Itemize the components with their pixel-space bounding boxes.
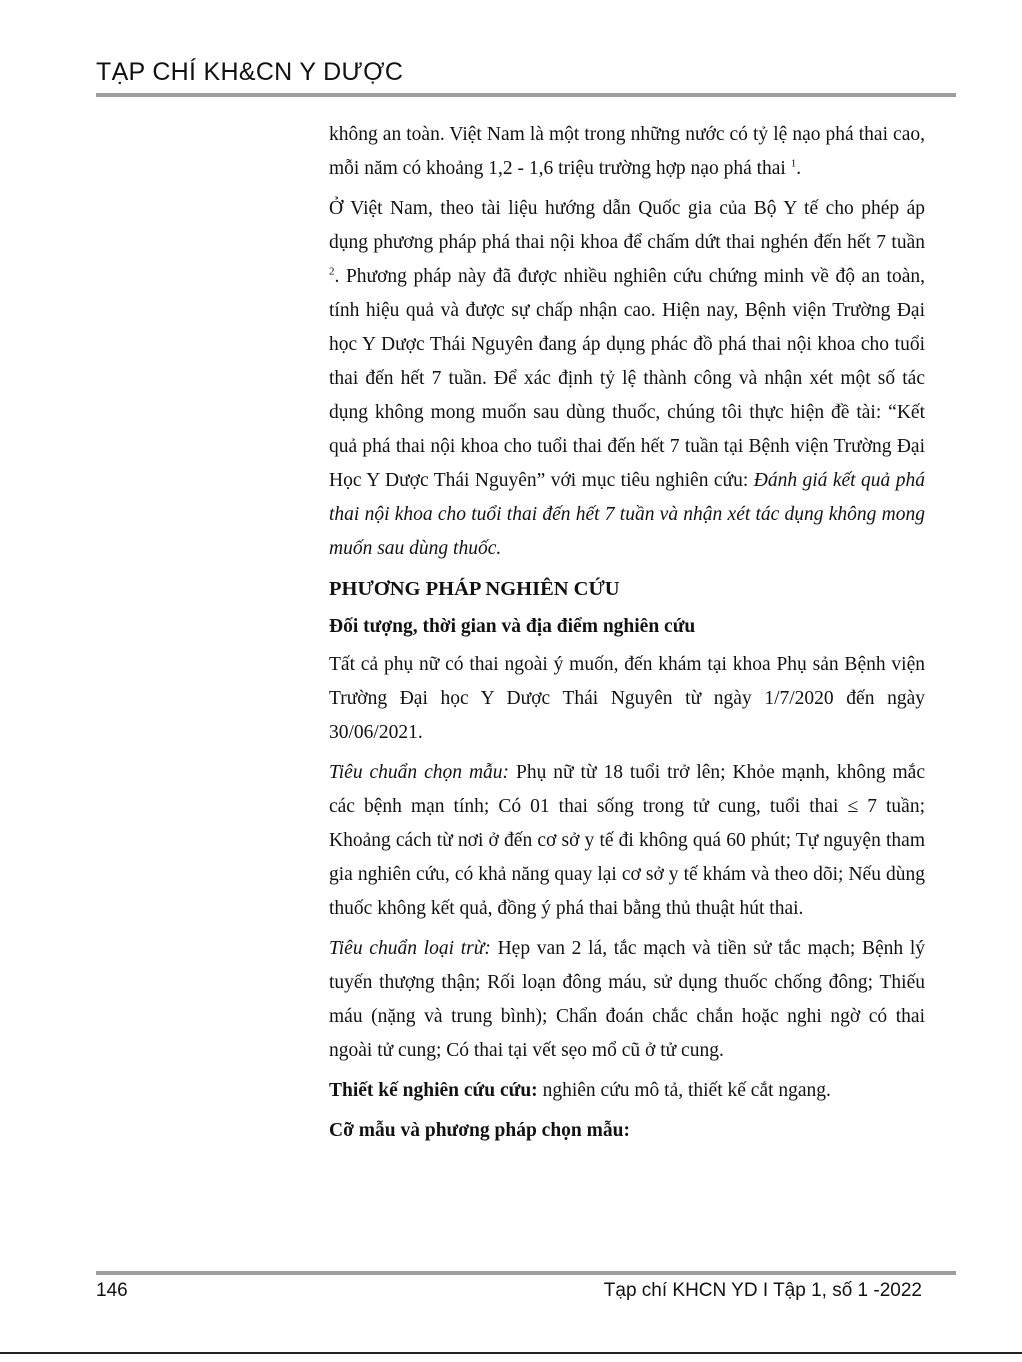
paragraph-exclusion: Tiêu chuẩn loại trừ: Hẹp van 2 lá, tắc mạch và tiền sử tắc mạch; Bệnh lý tuyến thượng thận; Rối loạn đông máu, sử dụng thuốc chống đông; Thiếu máu (nặng và trung bình); Chẩn đoán chắc chắn hoặc nghi ngờ có thai ngoài tử cung; Có thai tại vết sẹo mổ cũ ở tử cung. (329, 938, 925, 1061)
journal-running-head: TẠP CHÍ KH&CN Y DƯỢC (96, 58, 404, 86)
header-rule (96, 93, 956, 97)
article-body (329, 118, 925, 1152)
subheading-sample-size: Cỡ mẫu và phương pháp chọn mẫu: (329, 1120, 630, 1141)
paragraph-design: Thiết kế nghiên cứu cứu: nghiên cứu mô tả, thiết kế cắt ngang. (329, 1080, 831, 1101)
paragraph-inclusion: Tiêu chuẩn chọn mẫu: Phụ nữ từ 18 tuổi trở lên; Khỏe mạnh, không mắc các bệnh mạn tính; Có 01 thai sống trong tử cung, tuổi thai ≤ 7 tuần; Khoảng cách từ nơi ở đến cơ sở y tế đi không quá 60 phút; Tự nguyện tham gia nghiên cứu, có khả năng quay lại cơ sở y tế khám và theo dõi; Nếu dùng thuốc không kết quả, đồng ý phá thai bằng thủ thuật hút thai. (329, 762, 925, 919)
inclusion-label: Tiêu chuẩn chọn mẫu: (329, 762, 510, 783)
section-heading-methods: PHƯƠNG PHÁP NGHIÊN CỨU (329, 578, 620, 600)
reference-2: 2 (329, 265, 335, 278)
footer-rule (96, 1271, 956, 1275)
paragraph-2: Ở Việt Nam, theo tài liệu hướng dẫn Quốc gia của Bộ Y tế cho phép áp dụng phương pháp phá thai nội khoa để chấm dứt thai nghén đến hết 7 tuần $^2$. Phương pháp này đã được nhiều nghiên cứu chứng minh về độ an toàn, tính hiệu quả và được sự chấp nhận cao. Hiện nay, Bệnh viện Trường Đại học Y Dược Thái Nguyên đang áp dụng phác đồ phá thai nội khoa cho tuổi thai đến hết 7 tuần. Để xác định tỷ lệ thành công và nhận xét một số tác dụng không mong muốn sau dùng thuốc, chúng tôi thực hiện đề tài: “Kết quả phá thai nội khoa cho tuổi thai đến hết 7 tuần tại Bệnh viện Trường Đại Học Y Dược Thái Nguyên” với mục tiêu nghiên cứu: Đánh giá kết quả phá thai nội khoa cho tuổi thai đến hết 7 tuần và nhận xét tác dụng không mong muốn sau dùng thuốc. (329, 198, 925, 559)
paragraph-1: không an toàn. Việt Nam là một trong những nước có tỷ lệ nạo phá thai cao, mỗi năm có khoảng 1,2 - 1,6 triệu trường hợp nạo phá thai $^1$. (329, 124, 925, 179)
design-label: Thiết kế nghiên cứu cứu: (329, 1080, 538, 1101)
subheading-subjects: Đối tượng, thời gian và địa điểm nghiên cứu (329, 616, 696, 637)
journal-citation: Tạp chí KHCN YD I Tập 1, số 1 -2022 (603, 1280, 922, 1301)
page-bottom-border (0, 1352, 1022, 1354)
study-objective: Đánh giá kết quả phá thai nội khoa cho tuổi thai đến hết 7 tuần và nhận xét tác dụng không mong muốn sau dùng thuốc. (329, 470, 925, 559)
reference-1: 1 (790, 157, 797, 170)
page-number: 146 (96, 1280, 128, 1301)
paragraph-subjects: Tất cả phụ nữ có thai ngoài ý muốn, đến khám tại khoa Phụ sản Bệnh viện Trường Đại học Y Dược Thái Nguyên từ ngày 1/7/2020 đến ngày 30/06/2021. (329, 654, 925, 743)
exclusion-label: Tiêu chuẩn loại trừ: (329, 938, 491, 959)
